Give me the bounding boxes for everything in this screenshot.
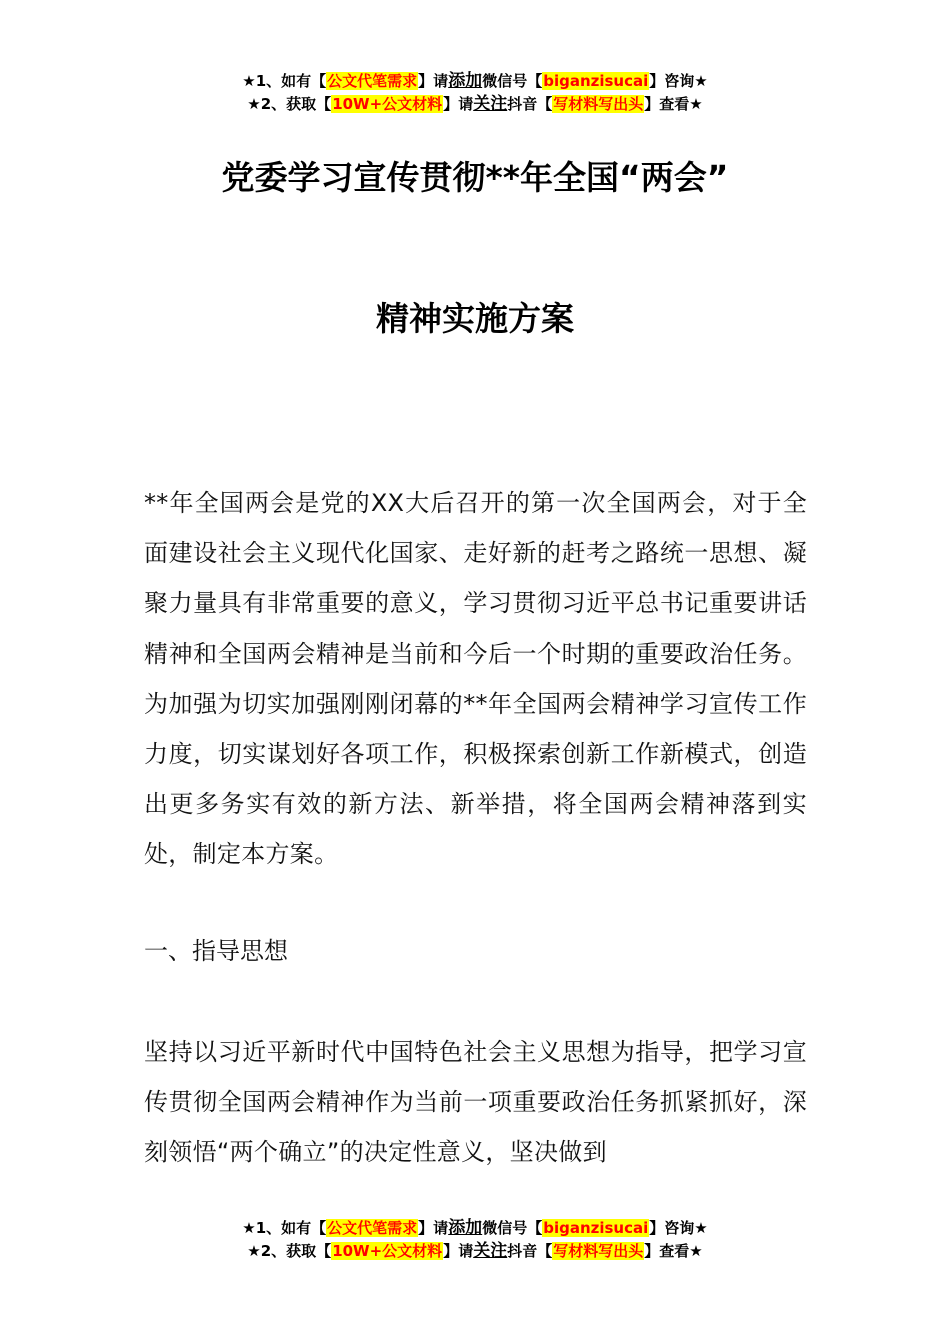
banner-text: 抖音【	[507, 95, 553, 113]
banner-text: 】请	[418, 72, 449, 90]
banner-text: 】请	[443, 95, 474, 113]
banner-text: 】咨询★	[649, 1219, 708, 1237]
banner-text: 微信号【	[482, 1219, 543, 1237]
banner-text: ★1、如有【	[242, 72, 327, 90]
section-heading-guiding-ideology: 一、指导思想	[144, 937, 288, 965]
banner-text: ★1、如有【	[242, 1219, 327, 1237]
banner-text: 】请	[443, 1242, 474, 1260]
banner-highlight: 写材料写出头	[553, 1242, 644, 1260]
banner-highlight: biganzisucai	[543, 1219, 649, 1237]
banner-line-2	[0, 1240, 950, 1263]
banner-line-1	[0, 1217, 950, 1240]
banner-highlight: 10W+公文材料	[332, 95, 443, 113]
document-title-line-1: 党委学习宣传贯彻**年全国“两会”	[221, 158, 729, 197]
banner-text: 微信号【	[482, 72, 543, 90]
banner-line-1	[0, 70, 950, 93]
banner-line-2	[0, 93, 950, 116]
banner-text: 】咨询★	[649, 72, 708, 90]
banner-highlight: 写材料写出头	[553, 95, 644, 113]
banner-text: 抖音【	[507, 1242, 553, 1260]
banner-highlight: 公文代笔需求	[327, 72, 418, 90]
footer-banner	[0, 1217, 950, 1263]
banner-text: ★2、获取【	[247, 1242, 332, 1260]
banner-text: 】查看★	[644, 95, 703, 113]
banner-emphasis: 关注	[473, 94, 508, 114]
banner-highlight: 公文代笔需求	[327, 1219, 418, 1237]
banner-emphasis: 添加	[448, 1218, 483, 1238]
banner-text: 】请	[418, 1219, 449, 1237]
banner-emphasis: 添加	[448, 71, 483, 91]
document-title-line-2: 精神实施方案	[376, 299, 574, 338]
header-banner	[0, 70, 950, 116]
banner-emphasis: 关注	[473, 1241, 508, 1261]
banner-highlight: 10W+公文材料	[332, 1242, 443, 1260]
intro-paragraph: **年全国两会是党的XX大后召开的第一次全国两会，对于全面建设社会主义现代化国家、走好新的赶考之路统一思想、凝聚力量具有非常重要的意义，学习贯彻习近平总书记重要讲话精神和全国两会精神是当前和今后一个时期的重要政治任务。为加强为切实加强刚刚闭幕的**年全国两会精神学习宣传工作力度，切实谋划好各项工作，积极探索创新工作新模式，创造出更多务实有效的新方法、新举措，将全国两会精神落到实处，制定本方案。	[144, 489, 807, 869]
banner-highlight: biganzisucai	[543, 72, 649, 90]
guiding-ideology-paragraph: 坚持以习近平新时代中国特色社会主义思想为指导，把学习宣传贯彻全国两会精神作为当前一项重要政治任务抓紧抓好，深刻领悟“两个确立”的决定性意义，坚决做到	[144, 1038, 807, 1167]
banner-text: 】查看★	[644, 1242, 703, 1260]
banner-text: ★2、获取【	[247, 95, 332, 113]
